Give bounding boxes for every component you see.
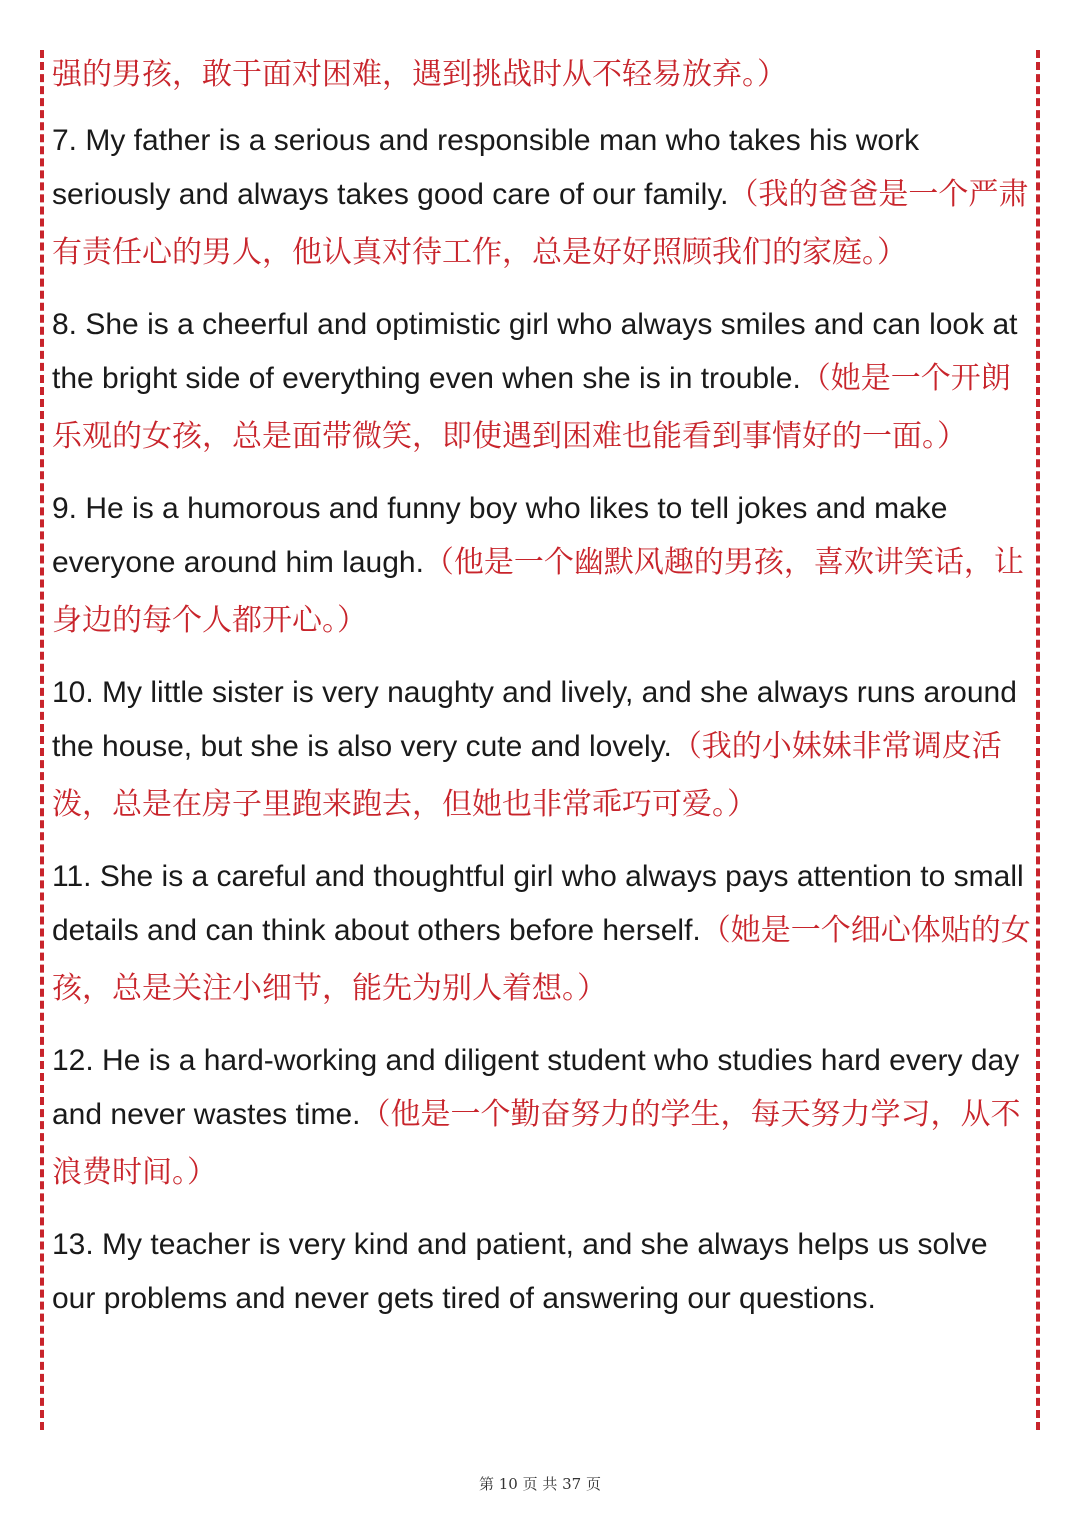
entry-number: 9. [52,492,86,525]
entry-translation: 强的男孩，敢于面对困难，遇到挑战时从不轻易放弃。） [52,57,787,92]
entry-continuation [52,46,1038,104]
entry-english: She is a careful and thoughtful girl who always pays attention to small details and can think about others before herself. [52,860,1024,947]
entry-english: My teacher is very kind and patient, and she always helps us solve our problems and never gets tired of answering our questions. [52,1228,988,1315]
entry-12 [52,1036,1038,1202]
entry-11 [52,852,1038,1018]
entry-english: She is a cheerful and optimistic girl who always smiles and can look at the bright side of everything even when she is in trouble. [52,308,1018,395]
entry-translation: （她是一个细心体贴的女孩，总是关注小细节，能先为别人着想。） [52,913,1031,1006]
entry-number: 8. [52,308,86,341]
entry-number: 11. [52,860,100,893]
entry-number: 10. [52,676,103,709]
entry-translation: （我的爸爸是一个严肃有责任心的男人，他认真对待工作，总是好好照顾我们的家庭。） [52,177,1029,270]
left-dashed-border [40,50,44,1430]
entry-13 [52,1220,1038,1328]
entry-translation: （他是一个勤奋努力的学生，每天努力学习，从不浪费时间。） [52,1097,1021,1190]
entry-8 [52,300,1038,466]
entry-9 [52,484,1038,650]
entry-number: 7. [52,124,86,157]
entry-7 [52,116,1038,282]
entry-number: 13. [52,1228,103,1261]
page-footer: 第 10 页 共 37 页 [478,1475,601,1493]
entry-10 [52,668,1038,834]
entry-translation: （他是一个幽默风趣的男孩，喜欢讲笑话，让身边的每个人都开心。） [52,545,1024,638]
entry-translation: （我的小妹妹非常调皮活泼，总是在房子里跑来跑去，但她也非常乖巧可爱。） [52,729,1002,822]
entry-english: My father is a serious and responsible man who takes his work seriously and always takes good care of our family. [52,124,920,211]
entry-english: He is a hard-working and diligent student who studies hard every day and never wastes time. [52,1044,1020,1131]
page-content [52,46,1038,1346]
entry-english: He is a humorous and funny boy who likes to tell jokes and make everyone around him laugh. [52,492,948,579]
entry-number: 12. [52,1044,103,1077]
entry-translation: （她是一个开朗乐观的女孩，总是面带微笑，即使遇到困难也能看到事情好的一面。） [52,361,1011,454]
entry-english: My little sister is very naughty and lively, and she always runs around the house, but she is also very cute and lovely. [52,676,1017,763]
